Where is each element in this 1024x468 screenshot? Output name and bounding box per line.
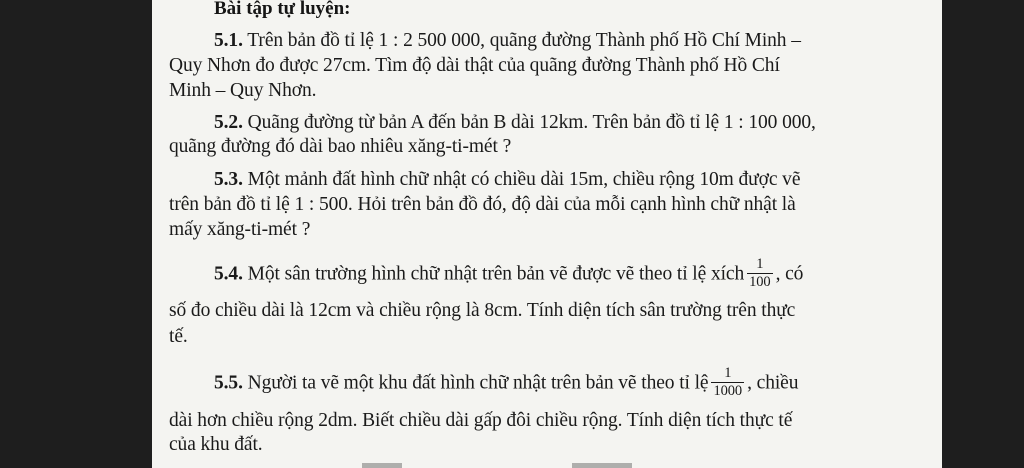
problem-5-3-line-2: trên bản đồ tỉ lệ 1 : 500. Hỏi trên bản đồ đó, độ dài của mỗi cạnh hình chữ nhật là: [169, 194, 796, 215]
cutoff-text-fragment: [362, 463, 402, 468]
problem-5-4-line-2: số đo chiều dài là 12cm và chiều rộng là 8cm. Tính diện tích sân trường trên thực: [169, 300, 796, 321]
problem-5-3-line-1: 5.3. Một mảnh đất hình chữ nhật có chiều dài 15m, chiều rộng 10m được vẽ: [214, 169, 801, 190]
problem-5-1-line-2: Quy Nhơn đo được 27cm. Tìm độ dài thật của quãng đường Thành phố Hồ Chí: [169, 55, 780, 76]
problem-number: 5.2.: [214, 112, 243, 133]
problem-5-4-line-3: tế.: [169, 326, 188, 347]
scale-fraction: $\frac{1}{1000}$: [713, 365, 743, 399]
exercise-heading: Bài tập tự luyện:: [214, 0, 351, 19]
problem-number: 5.1.: [214, 30, 243, 51]
scale-fraction: $\frac{1}{100}$: [749, 256, 771, 290]
problem-5-3-line-3: mấy xăng-ti-mét ?: [169, 219, 311, 240]
problem-5-2-line-1: 5.2. Quãng đường từ bản A đến bản B dài 12km. Trên bản đồ tỉ lệ 1 : 100 000,: [214, 112, 816, 133]
problem-number: 5.5.: [214, 372, 243, 394]
problem-5-2-line-2: quãng đường đó dài bao nhiêu xăng-ti-mét ?: [169, 136, 512, 157]
problem-5-5-line-1: 5.5. Người ta vẽ một khu đất hình chữ nhật trên bản vẽ theo tỉ lệ $\frac{1}{1000}$ , chiều: [214, 365, 799, 399]
problem-5-4-line-1: 5.4. Một sân trường hình chữ nhật trên bản vẽ được vẽ theo tỉ lệ xích $\frac{1}{100}$ , có: [214, 256, 804, 290]
problem-5-1-line-1: 5.1. Trên bản đồ tỉ lệ 1 : 2 500 000, quãng đường Thành phố Hồ Chí Minh –: [214, 30, 801, 51]
problem-5-5-line-3: của khu đất.: [169, 434, 263, 455]
cutoff-text-fragment: [572, 463, 632, 468]
problem-5-1-line-3: Minh – Quy Nhơn.: [169, 80, 317, 101]
problem-number: 5.4.: [214, 263, 243, 285]
problem-5-5-line-2: dài hơn chiều rộng 2dm. Biết chiều dài gấp đôi chiều rộng. Tính diện tích thực tế: [169, 410, 793, 431]
document-page: [152, 0, 942, 468]
problem-number: 5.3.: [214, 169, 243, 190]
